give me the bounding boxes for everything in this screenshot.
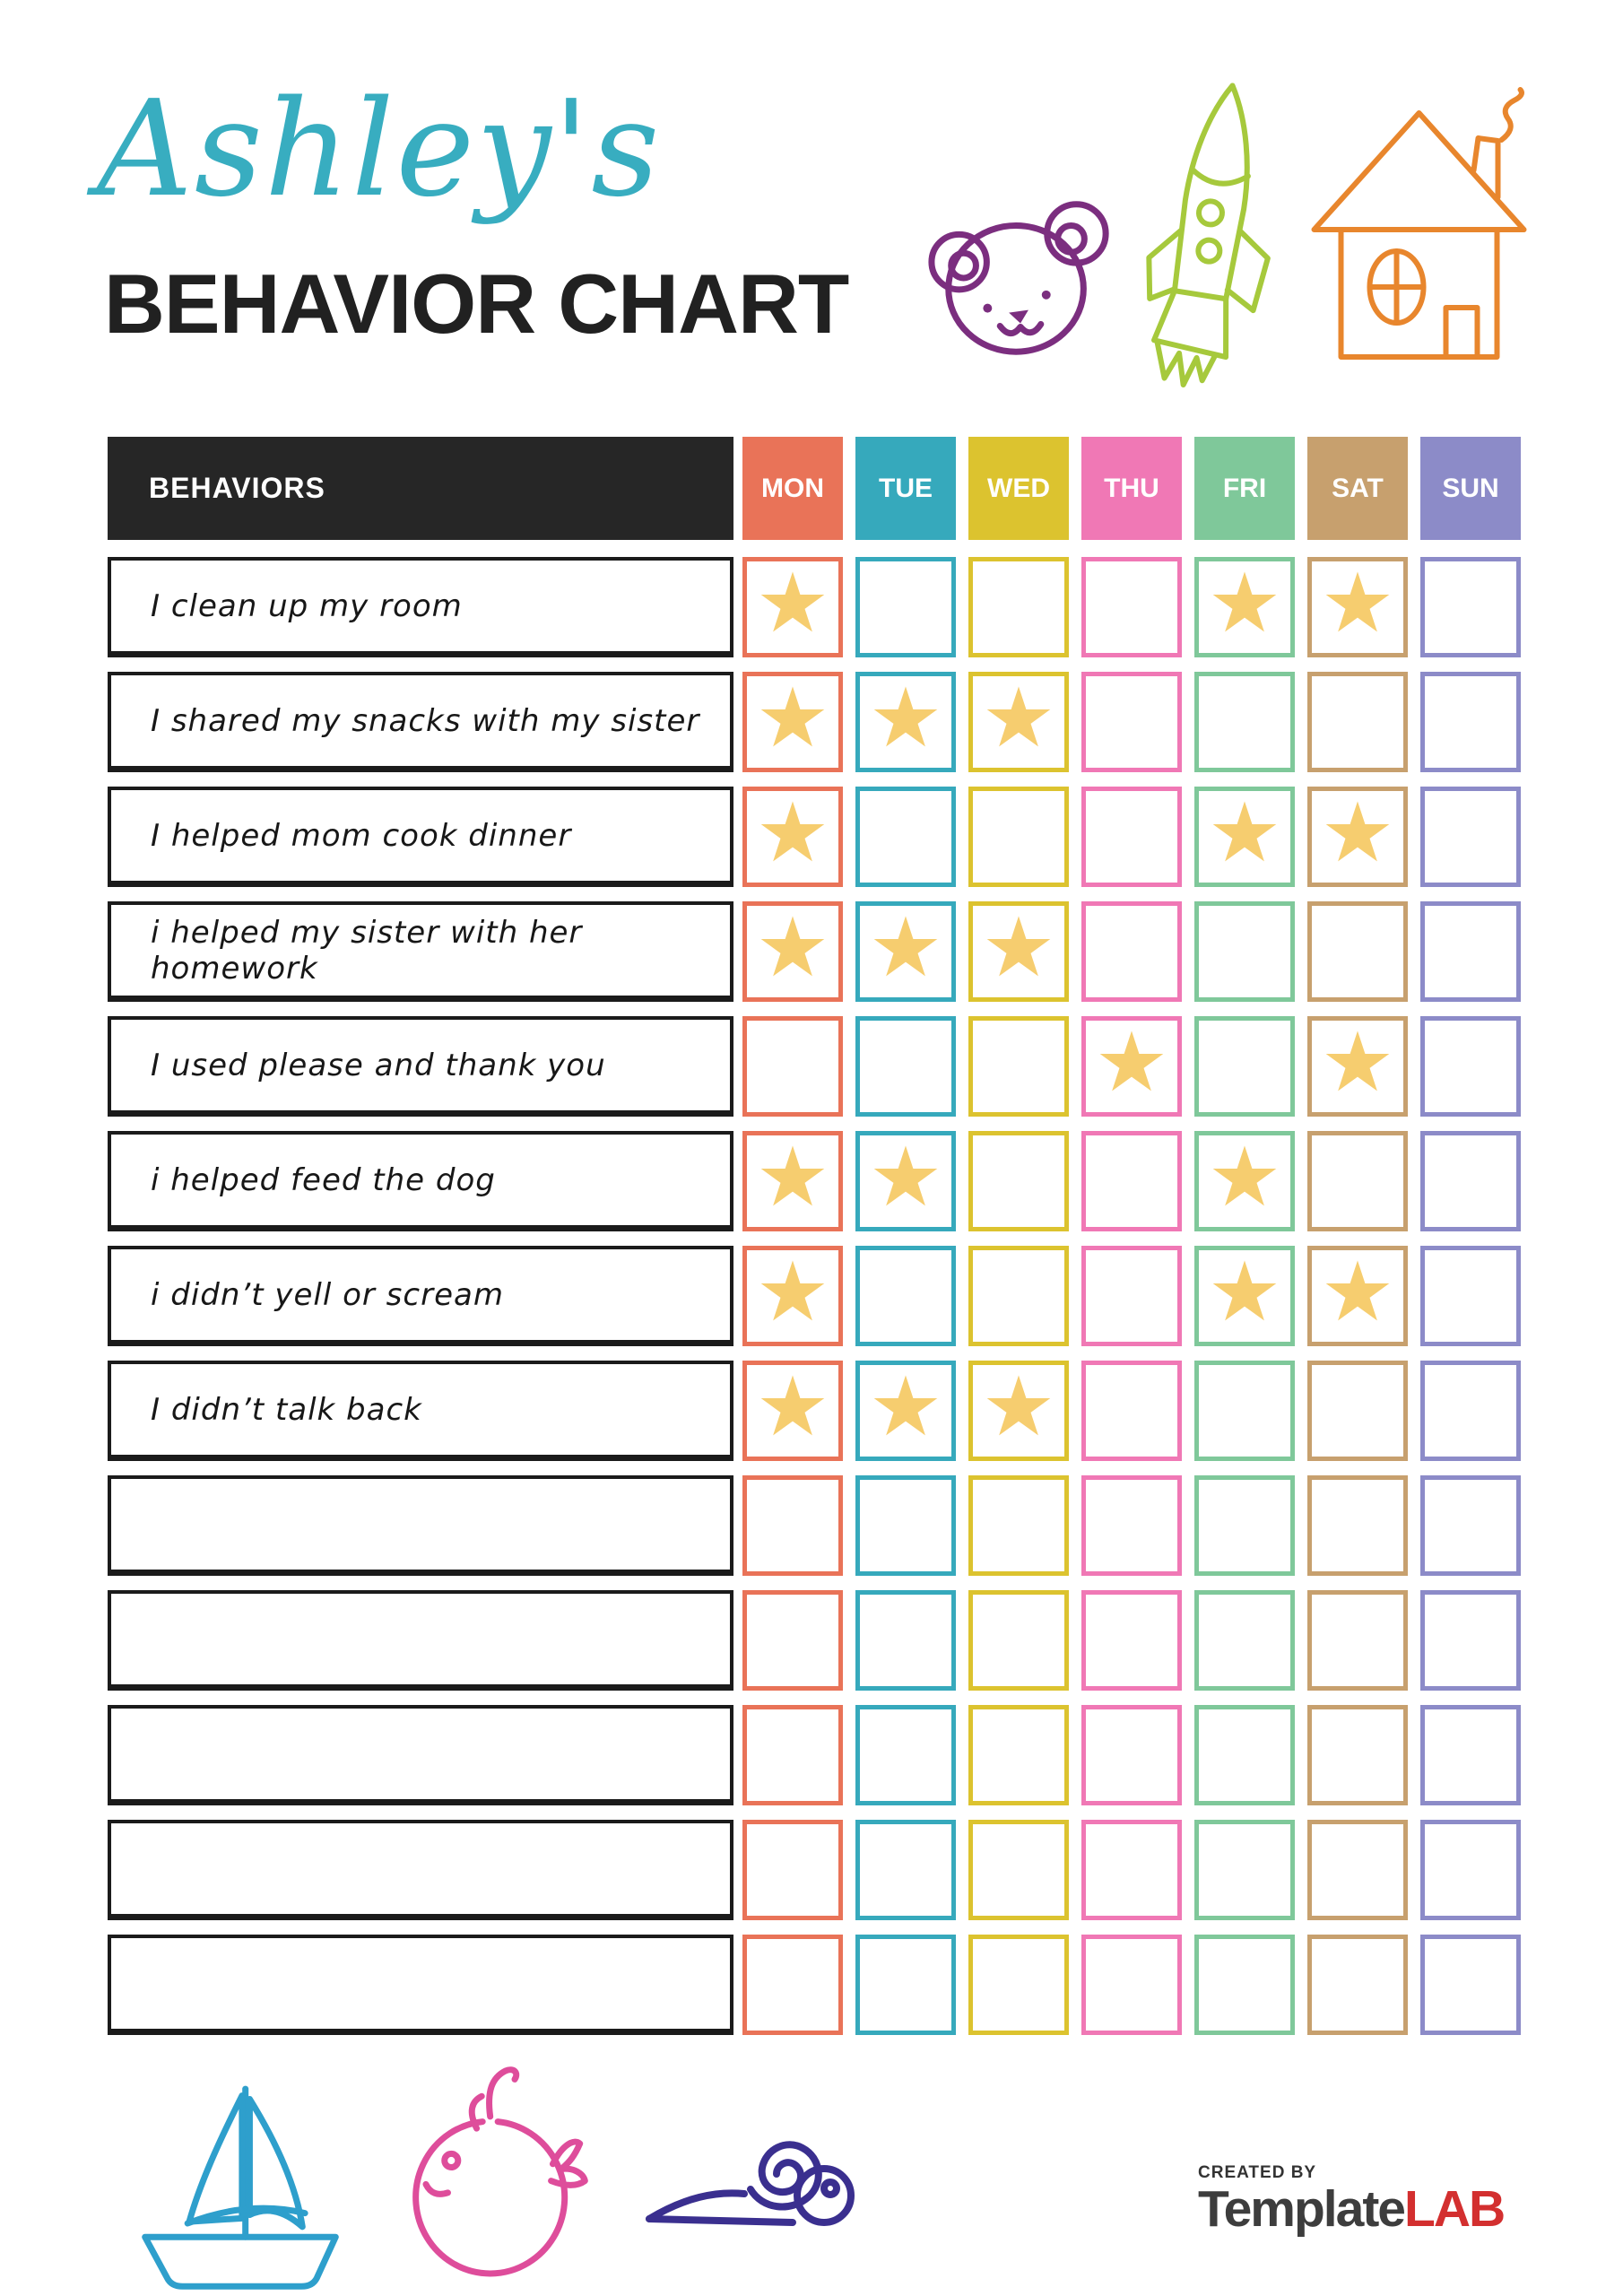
bear-doodle-icon bbox=[924, 190, 1119, 356]
day-header-tue bbox=[855, 437, 956, 540]
day-cell-thu bbox=[1081, 1820, 1182, 1920]
day-cell-tue bbox=[855, 1590, 956, 1691]
day-cell-wed bbox=[968, 901, 1069, 1002]
star-icon: ★ bbox=[1320, 558, 1395, 649]
behavior-label-box bbox=[108, 1246, 733, 1346]
day-cell-fri bbox=[1194, 1361, 1295, 1461]
day-cell-sat bbox=[1307, 1016, 1408, 1117]
day-cell-wed bbox=[968, 1935, 1069, 2035]
star-icon: ★ bbox=[1094, 1017, 1169, 1109]
day-cell-wed bbox=[968, 1016, 1069, 1117]
created-by-label: CREATED BY bbox=[1198, 2163, 1317, 2182]
day-cell-tue bbox=[855, 1935, 956, 2035]
whale-doodle-icon bbox=[387, 2056, 598, 2280]
day-cell-thu bbox=[1081, 787, 1182, 887]
day-cell-tue bbox=[855, 787, 956, 887]
behavior-label-box bbox=[108, 1361, 733, 1461]
star-icon: ★ bbox=[1207, 1247, 1282, 1338]
day-cell-tue bbox=[855, 1246, 956, 1346]
table-row bbox=[108, 1705, 1524, 1805]
day-cell-tue bbox=[855, 672, 956, 772]
day-cell-mon bbox=[742, 1820, 843, 1920]
day-cell-sat bbox=[1307, 1131, 1408, 1231]
day-cell-mon bbox=[742, 1361, 843, 1461]
day-cell-tue bbox=[855, 1361, 956, 1461]
day-header-label: SUN bbox=[1442, 473, 1499, 503]
day-cell-mon bbox=[742, 1016, 843, 1117]
star-icon: ★ bbox=[1320, 1247, 1395, 1338]
table-row bbox=[108, 1590, 1524, 1691]
day-cell-fri bbox=[1194, 1935, 1295, 2035]
table-row bbox=[108, 1935, 1524, 2035]
day-cell-sun bbox=[1420, 672, 1521, 772]
sailboat-doodle-icon bbox=[133, 2074, 348, 2291]
star-icon: ★ bbox=[755, 558, 830, 649]
behavior-label: I used please and thank you bbox=[151, 1047, 606, 1083]
behavior-label-box bbox=[108, 1590, 733, 1691]
day-cell-mon bbox=[742, 1705, 843, 1805]
day-cell-thu bbox=[1081, 1590, 1182, 1691]
day-cell-group bbox=[742, 672, 1521, 772]
day-cell-tue bbox=[855, 1705, 956, 1805]
table-row bbox=[108, 672, 1524, 772]
day-cell-group bbox=[742, 1016, 1521, 1117]
star-icon: ★ bbox=[755, 1361, 830, 1453]
day-cell-group bbox=[742, 1935, 1521, 2035]
day-cell-thu bbox=[1081, 557, 1182, 657]
behavior-label: I clean up my room bbox=[151, 587, 463, 624]
star-icon: ★ bbox=[868, 1361, 943, 1453]
day-cell-mon bbox=[742, 672, 843, 772]
child-name-script: Ashley's bbox=[97, 72, 662, 226]
star-icon: ★ bbox=[981, 673, 1056, 764]
day-cell-mon bbox=[742, 901, 843, 1002]
templatelab-logo bbox=[1198, 2163, 1504, 2237]
day-cell-thu bbox=[1081, 901, 1182, 1002]
day-cell-sun bbox=[1420, 1935, 1521, 2035]
day-cell-thu bbox=[1081, 1131, 1182, 1231]
day-cell-sun bbox=[1420, 1246, 1521, 1346]
behavior-label-box bbox=[108, 787, 733, 887]
table-row bbox=[108, 901, 1524, 1002]
star-icon: ★ bbox=[755, 787, 830, 879]
table-row bbox=[108, 1131, 1524, 1231]
day-cell-sat bbox=[1307, 787, 1408, 887]
behavior-label-box bbox=[108, 1705, 733, 1805]
table-row bbox=[108, 1361, 1524, 1461]
day-cell-fri bbox=[1194, 557, 1295, 657]
behavior-table bbox=[108, 437, 1524, 2049]
day-cell-sat bbox=[1307, 901, 1408, 1002]
behavior-label-box bbox=[108, 1016, 733, 1117]
table-row bbox=[108, 1016, 1524, 1117]
star-icon: ★ bbox=[1207, 1132, 1282, 1223]
day-cell-group bbox=[742, 1246, 1521, 1346]
star-icon: ★ bbox=[755, 1247, 830, 1338]
day-cell-sat bbox=[1307, 1590, 1408, 1691]
day-cell-tue bbox=[855, 901, 956, 1002]
snail-doodle-icon bbox=[642, 2109, 866, 2239]
day-header-label: FRI bbox=[1222, 473, 1267, 503]
day-header-sun bbox=[1420, 437, 1521, 540]
behavior-label-box bbox=[108, 901, 733, 1002]
day-cell-group bbox=[742, 1705, 1521, 1805]
star-icon: ★ bbox=[868, 673, 943, 764]
day-header-group bbox=[742, 437, 1521, 540]
day-cell-mon bbox=[742, 787, 843, 887]
day-cell-tue bbox=[855, 1475, 956, 1576]
page-title: BEHAVIOR CHART bbox=[104, 257, 849, 351]
behavior-label: I helped mom cook dinner bbox=[151, 817, 572, 854]
behavior-label: i didn’t yell or scream bbox=[151, 1276, 504, 1313]
day-cell-fri bbox=[1194, 1820, 1295, 1920]
star-icon: ★ bbox=[1320, 1017, 1395, 1109]
day-cell-group bbox=[742, 1820, 1521, 1920]
day-cell-sun bbox=[1420, 1361, 1521, 1461]
rocket-doodle-icon bbox=[1132, 79, 1293, 393]
day-cell-sat bbox=[1307, 1361, 1408, 1461]
behavior-label-box bbox=[108, 1935, 733, 2035]
day-cell-fri bbox=[1194, 1705, 1295, 1805]
day-cell-sun bbox=[1420, 1475, 1521, 1576]
day-header-label: SAT bbox=[1332, 473, 1384, 503]
star-icon: ★ bbox=[755, 673, 830, 764]
table-row bbox=[108, 1246, 1524, 1346]
day-cell-thu bbox=[1081, 1016, 1182, 1117]
table-row bbox=[108, 557, 1524, 657]
day-cell-mon bbox=[742, 557, 843, 657]
day-cell-tue bbox=[855, 1820, 956, 1920]
behavior-label-box bbox=[108, 557, 733, 657]
day-cell-fri bbox=[1194, 1246, 1295, 1346]
day-cell-fri bbox=[1194, 1590, 1295, 1691]
day-header-thu bbox=[1081, 437, 1182, 540]
day-cell-mon bbox=[742, 1131, 843, 1231]
day-cell-group bbox=[742, 901, 1521, 1002]
behavior-label: i helped feed the dog bbox=[151, 1161, 496, 1198]
day-cell-sun bbox=[1420, 1016, 1521, 1117]
day-cell-fri bbox=[1194, 1475, 1295, 1576]
house-doodle-icon bbox=[1305, 86, 1533, 369]
day-cell-wed bbox=[968, 1361, 1069, 1461]
day-header-label: TUE bbox=[879, 473, 933, 503]
day-cell-wed bbox=[968, 1705, 1069, 1805]
behavior-label-box bbox=[108, 672, 733, 772]
star-icon: ★ bbox=[1207, 787, 1282, 879]
day-cell-wed bbox=[968, 557, 1069, 657]
day-cell-group bbox=[742, 1131, 1521, 1231]
day-cell-fri bbox=[1194, 1131, 1295, 1231]
day-header-wed bbox=[968, 437, 1069, 540]
star-icon: ★ bbox=[981, 902, 1056, 994]
behaviors-header-label: BEHAVIORS bbox=[149, 472, 325, 504]
day-cell-mon bbox=[742, 1935, 843, 2035]
day-cell-thu bbox=[1081, 1246, 1182, 1346]
behavior-label-box bbox=[108, 1475, 733, 1576]
star-icon: ★ bbox=[1207, 558, 1282, 649]
day-header-mon bbox=[742, 437, 843, 540]
day-cell-thu bbox=[1081, 1475, 1182, 1576]
day-header-label: WED bbox=[987, 473, 1050, 503]
star-icon: ★ bbox=[868, 902, 943, 994]
day-cell-mon bbox=[742, 1475, 843, 1576]
table-row bbox=[108, 1475, 1524, 1576]
day-cell-mon bbox=[742, 1590, 843, 1691]
star-icon: ★ bbox=[755, 902, 830, 994]
day-cell-sat bbox=[1307, 557, 1408, 657]
day-cell-tue bbox=[855, 1131, 956, 1231]
day-cell-sat bbox=[1307, 1246, 1408, 1346]
day-cell-fri bbox=[1194, 672, 1295, 772]
day-header-label: MON bbox=[761, 473, 824, 503]
day-cell-fri bbox=[1194, 901, 1295, 1002]
behaviors-header-cell bbox=[108, 437, 733, 540]
star-icon: ★ bbox=[981, 1361, 1056, 1453]
day-cell-sun bbox=[1420, 1705, 1521, 1805]
day-cell-fri bbox=[1194, 787, 1295, 887]
day-header-fri bbox=[1194, 437, 1295, 540]
brand-lab: LAB bbox=[1404, 2180, 1505, 2238]
day-cell-wed bbox=[968, 1820, 1069, 1920]
day-cell-wed bbox=[968, 672, 1069, 772]
day-cell-tue bbox=[855, 1016, 956, 1117]
behavior-label-box bbox=[108, 1131, 733, 1231]
star-icon: ★ bbox=[755, 1132, 830, 1223]
day-cell-sat bbox=[1307, 672, 1408, 772]
day-cell-sun bbox=[1420, 1820, 1521, 1920]
day-cell-thu bbox=[1081, 1705, 1182, 1805]
day-cell-sun bbox=[1420, 1131, 1521, 1231]
day-cell-sat bbox=[1307, 1705, 1408, 1805]
day-cell-tue bbox=[855, 557, 956, 657]
brand-template: Template bbox=[1198, 2180, 1405, 2238]
day-cell-sun bbox=[1420, 1590, 1521, 1691]
day-cell-wed bbox=[968, 1131, 1069, 1231]
day-cell-wed bbox=[968, 787, 1069, 887]
behavior-label-box bbox=[108, 1820, 733, 1920]
day-header-sat bbox=[1307, 437, 1408, 540]
behavior-label: I shared my snacks with my sister bbox=[151, 702, 700, 739]
day-cell-mon bbox=[742, 1246, 843, 1346]
day-cell-thu bbox=[1081, 1361, 1182, 1461]
day-cell-wed bbox=[968, 1475, 1069, 1576]
table-row bbox=[108, 1820, 1524, 1920]
day-cell-sun bbox=[1420, 787, 1521, 887]
day-cell-group bbox=[742, 1590, 1521, 1691]
day-cell-fri bbox=[1194, 1016, 1295, 1117]
day-cell-wed bbox=[968, 1246, 1069, 1346]
star-icon: ★ bbox=[868, 1132, 943, 1223]
day-header-label: THU bbox=[1104, 473, 1159, 503]
day-cell-group bbox=[742, 557, 1521, 657]
day-cell-sun bbox=[1420, 901, 1521, 1002]
day-cell-group bbox=[742, 787, 1521, 887]
behavior-label: i helped my sister with her homework bbox=[151, 914, 583, 987]
brand-wordmark bbox=[1198, 2180, 1505, 2238]
day-cell-sat bbox=[1307, 1820, 1408, 1920]
day-cell-group bbox=[742, 1475, 1521, 1576]
day-cell-thu bbox=[1081, 672, 1182, 772]
table-header-row bbox=[108, 437, 1524, 540]
table-body bbox=[108, 557, 1524, 2035]
day-cell-wed bbox=[968, 1590, 1069, 1691]
day-cell-sat bbox=[1307, 1935, 1408, 2035]
behavior-label: I didn’t talk back bbox=[151, 1391, 422, 1428]
day-cell-thu bbox=[1081, 1935, 1182, 2035]
day-cell-sun bbox=[1420, 557, 1521, 657]
day-cell-sat bbox=[1307, 1475, 1408, 1576]
star-icon: ★ bbox=[1320, 787, 1395, 879]
table-row bbox=[108, 787, 1524, 887]
day-cell-group bbox=[742, 1361, 1521, 1461]
